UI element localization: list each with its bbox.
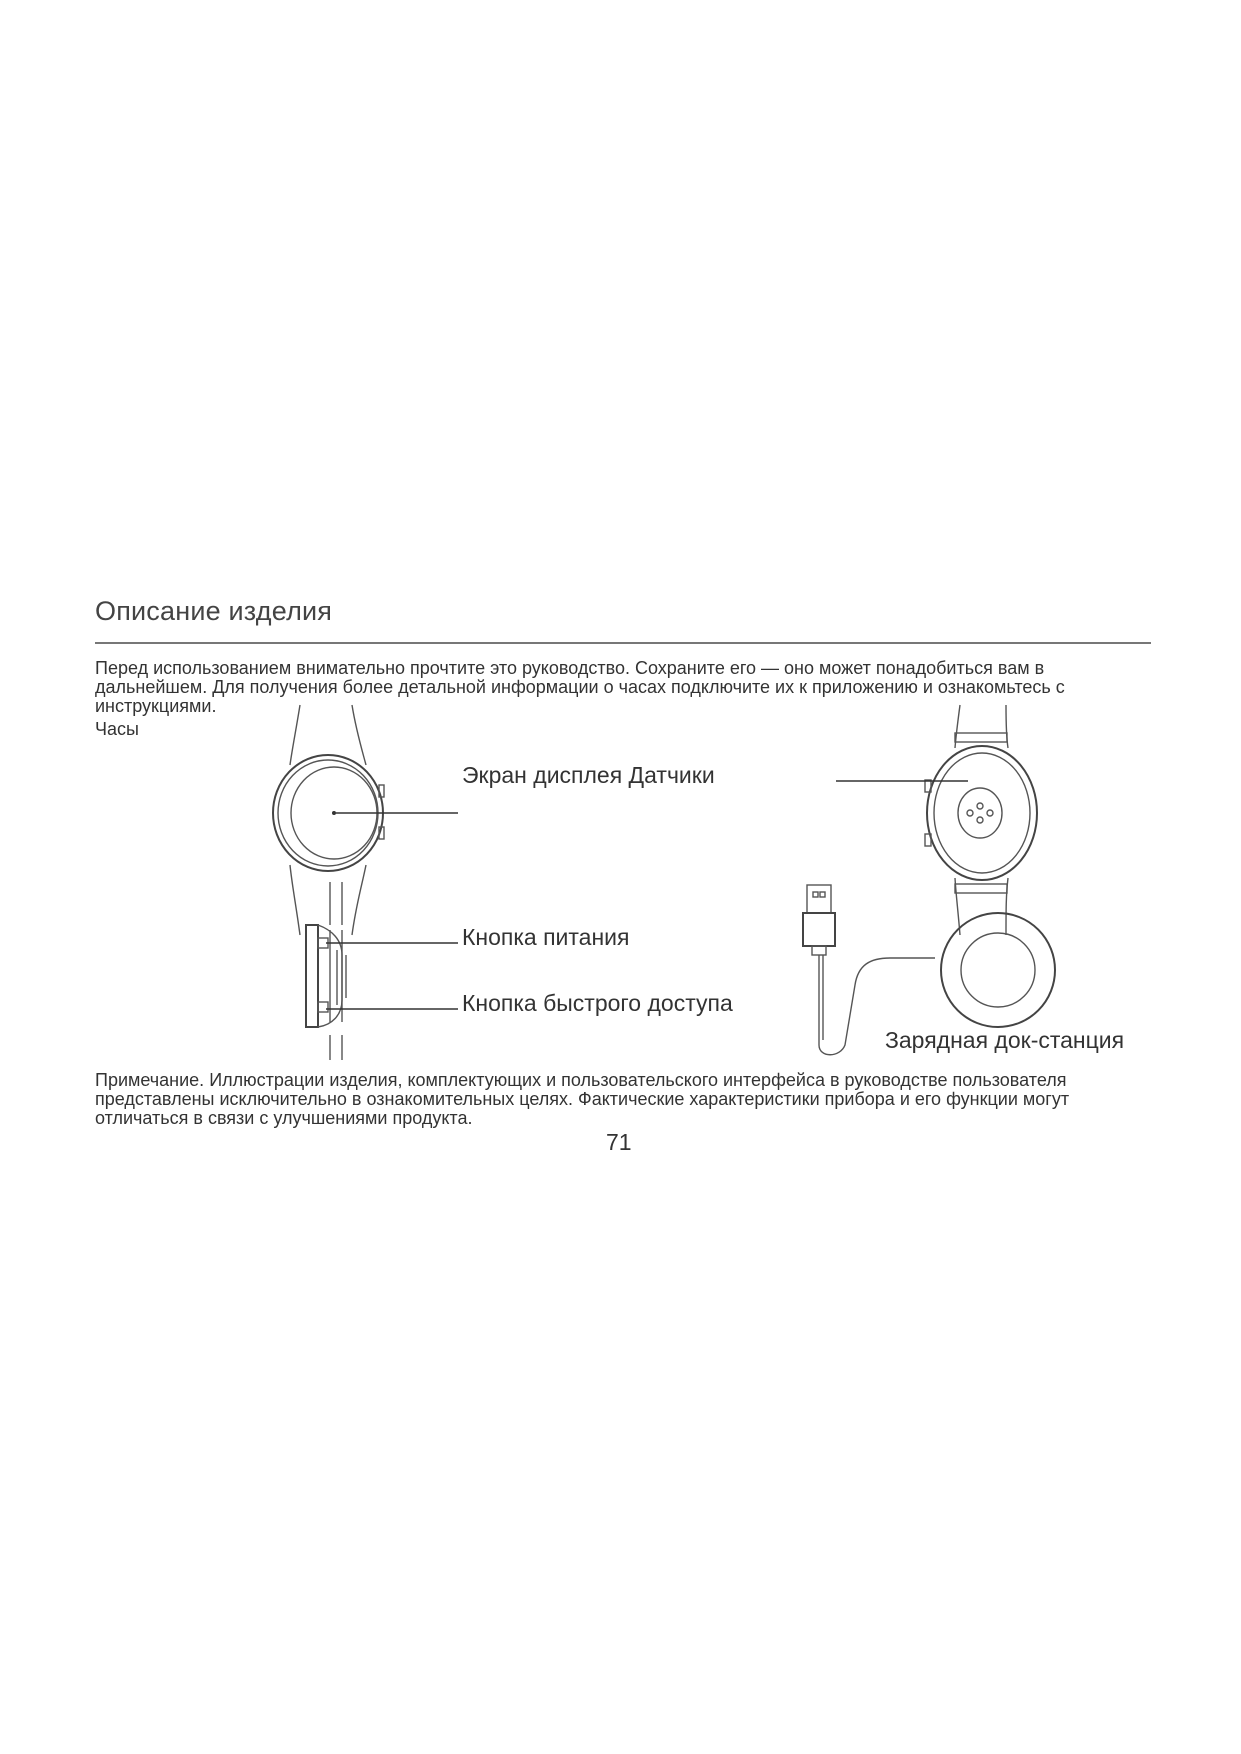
watch-side-illustration bbox=[306, 882, 346, 1060]
watch-back-illustration bbox=[925, 705, 1037, 935]
quick-access-button-label: Кнопка быстрого доступа bbox=[462, 990, 733, 1016]
charging-dock-label: Зарядная док-станция bbox=[885, 1027, 1125, 1053]
power-button-label: Кнопка питания bbox=[462, 924, 630, 950]
page-number: 71 bbox=[606, 1129, 632, 1155]
watch-section-label: Часы bbox=[95, 719, 139, 739]
watch-front-illustration bbox=[273, 705, 384, 935]
intro-paragraph: Перед использованием внимательно прочтите это руководство. Сохраните его — оно может понадобиться вам в дальнейшем. Для получения более детальной информации о часах подключите их к приложению и ознакомьтесь с инструкциями. bbox=[95, 658, 1065, 716]
display-sensors-label: Экран дисплея Датчики bbox=[462, 762, 715, 788]
section-title: Описание изделия bbox=[95, 596, 333, 626]
disclaimer-note: Примечание. Иллюстрации изделия, комплектующих и пользовательского интерфейса в руководстве пользователя представлены исключительно в ознакомительных целях. Фактические характеристики прибора и его функции могут отличаться в связи с улучшениями продукта. bbox=[95, 1070, 1070, 1128]
